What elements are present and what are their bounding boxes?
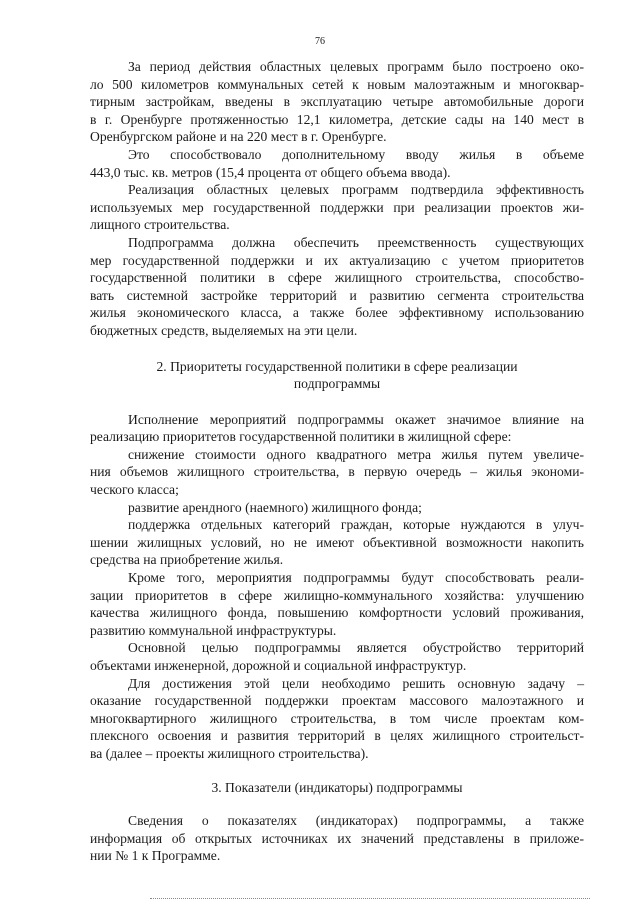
text-line: Для достижения этой цели необходимо решить основную задачу – xyxy=(128,675,584,691)
text-line: зации приоритетов в сфере жилищно-коммунального хозяйства: улучшению xyxy=(90,587,584,603)
paragraph xyxy=(90,569,584,639)
text-line: Сведения о показателях (индикаторах) подпрограммы, а также xyxy=(128,813,584,829)
paragraph xyxy=(90,146,584,181)
heading-line: подпрограммы xyxy=(293,376,381,392)
text-line: реализацию приоритетов государственной политики в жилищной сфере: xyxy=(90,429,512,445)
text-line: развитию коммунальной инфраструктуры. xyxy=(90,622,337,638)
section-intro xyxy=(90,58,584,340)
text-line: мер государственной поддержки и их актуализацию с учетом приоритетов xyxy=(90,252,584,268)
text-line: поддержка отдельных категорий граждан, которые нуждаются в улуч- xyxy=(128,517,584,533)
text-line: ния объемов жилищного строительства, в первую очередь – жилья экономи- xyxy=(90,464,584,480)
paragraph xyxy=(90,516,584,569)
text-line: Оренбургском районе и на 220 мест в г. Оренбурге. xyxy=(90,129,387,145)
text-line: ло 500 километров коммунальных сетей к новым малоэтажным и многоквар- xyxy=(90,76,584,92)
text-line: Это способствовало дополнительному вводу жилья в объеме xyxy=(128,146,584,162)
text-line: оказание государственной поддержки проектам массового малоэтажного и xyxy=(90,693,584,709)
document-body xyxy=(90,58,584,865)
text-line: объектами инженерной, дорожной и социальной инфраструктур. xyxy=(90,658,467,673)
text-line: Основной целью подпрограммы является обустройство территорий xyxy=(128,640,584,656)
text-line: Кроме того, мероприятия подпрограммы будут способствовать реали- xyxy=(128,570,584,586)
paragraph xyxy=(90,58,584,146)
text-line: развитие арендного (наемного) жилищного фонда; xyxy=(128,499,422,515)
text-line: качества жилищного фонда, повышению комфортности условий проживания, xyxy=(90,605,584,621)
text-line: Исполнение мероприятий подпрограммы окажет значимое влияние на xyxy=(128,411,584,427)
text-line: шении жилищных условий, но не имеют объективной возможности накопить xyxy=(90,534,584,550)
section-heading-3 xyxy=(90,779,584,797)
paragraph xyxy=(90,812,584,865)
paragraph xyxy=(90,181,584,234)
section-priorities xyxy=(90,411,584,763)
text-line: средства на приобретение жилья. xyxy=(90,552,284,568)
text-line: вать системной застройке территорий и развитию сегмента строительства xyxy=(90,287,584,303)
text-line: 443,0 тыс. кв. метров (15,4 процента от общего объема ввода). xyxy=(90,164,451,180)
paragraph xyxy=(90,499,584,517)
text-line: тирным застройкам, введены в эксплуатацию четыре автомобильные дороги xyxy=(90,94,584,110)
text-line: в г. Оренбурге протяженностью 12,1 километра, детские сады на 140 мест в xyxy=(90,111,584,127)
text-line: бюджетных средств, выделяемых на эти цели. xyxy=(90,322,358,338)
heading-line: 3. Показатели (индикаторы) подпрограммы xyxy=(211,779,463,795)
text-line: плексного освоения и развития территорий в целях жилищного строительст- xyxy=(90,728,584,744)
paragraph xyxy=(90,234,584,340)
text-line: Подпрограмма должна обеспечить преемственность существующих xyxy=(128,234,584,250)
text-line: используемых мер государственной поддержки при реализации проектов жи- xyxy=(90,199,584,215)
text-line: Реализация областных целевых программ подтвердила эффективность xyxy=(128,182,584,198)
section-heading-2 xyxy=(90,358,584,393)
paragraph xyxy=(90,446,584,499)
text-line: нии № 1 к Программе. xyxy=(90,848,221,864)
text-line: ва (далее – проекты жилищного строительства). xyxy=(90,745,369,761)
paragraph xyxy=(90,639,584,674)
paragraph xyxy=(90,675,584,763)
text-line: лищного строительства. xyxy=(90,217,230,233)
paragraph xyxy=(90,411,584,446)
text-line: многоквартирного жилищного строительства, в том числе проектам ком- xyxy=(90,710,584,726)
text-line: За период действия областных целевых программ было построено око- xyxy=(128,59,584,74)
text-line: ческого класса; xyxy=(90,482,179,498)
section-indicators xyxy=(90,812,584,865)
page-number: 76 xyxy=(315,36,325,47)
heading-line: 2. Приоритеты государственной политики в сфере реализации xyxy=(156,358,518,374)
text-line: снижение стоимости одного квадратного метра жилья путем увеличе- xyxy=(128,446,584,462)
cut-off-next-line xyxy=(150,898,590,901)
text-line: государственной политики в сфере жилищного строительства, способство- xyxy=(90,270,584,286)
text-line: жилья экономического класса, а также более эффективному использованию xyxy=(90,305,584,321)
text-line: информация об открытых источниках их значений представлены в приложе- xyxy=(90,830,584,846)
